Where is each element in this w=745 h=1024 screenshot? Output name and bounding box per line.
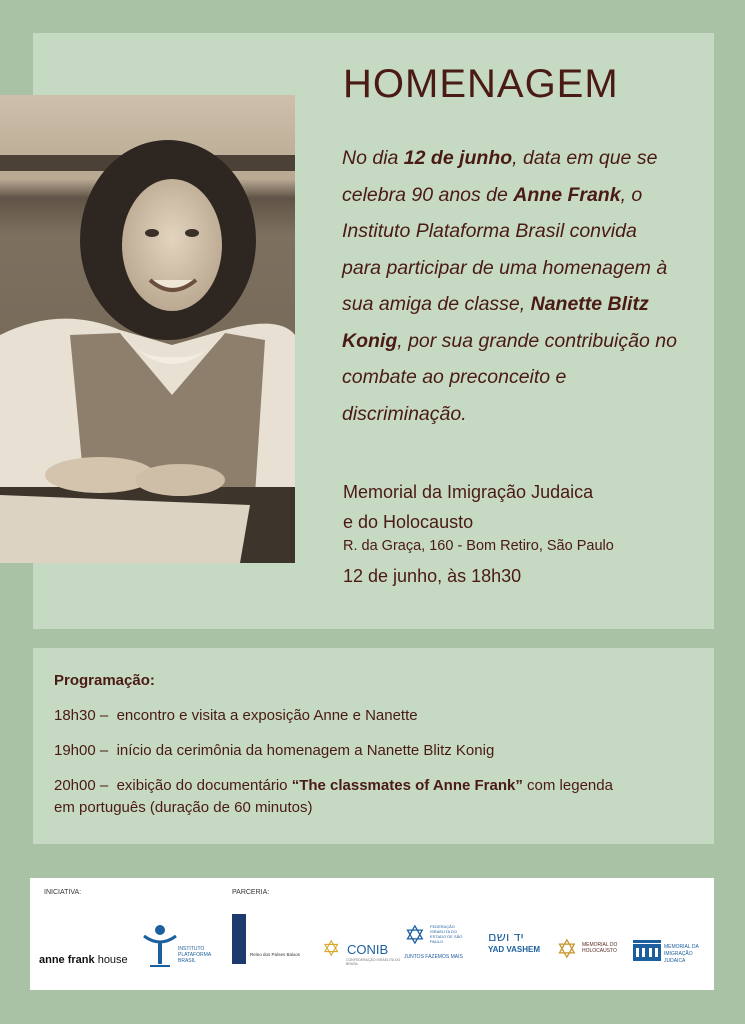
anne-frank-house-logo: anne frank house (39, 954, 128, 966)
star-of-david-icon: ✡ (404, 920, 426, 950)
memorial-imigracao-judaica-logo: MEMORIAL DA IMIGRAÇÃO JUDAICA (632, 938, 662, 967)
crest-icon (232, 914, 246, 964)
program-panel (33, 648, 714, 844)
program-title: Programação: (54, 672, 155, 689)
building-icon (632, 938, 662, 962)
venue-name: Memorial da Imigração Judaica e do Holocausto (343, 482, 594, 532)
yad-vashem-logo: יד ושם YAD VASHEM (488, 930, 541, 954)
highlight-nanette: Nanette Blitz Konig (342, 293, 649, 352)
star-of-david-icon: ✡ (556, 934, 578, 964)
intro-paragraph: No dia 12 de junho, data em que se celebra 90 anos de Anne Frank, o Instituto Plataforma Brasil convida para participar de uma homenagem à sua amiga de classe, Nanette Blitz Konig, por sua grande contribuição no combate ao preconceito e discriminação. (342, 147, 677, 425)
highlight-date: 12 de junho (403, 147, 513, 169)
highlight-anne-frank: Anne Frank (513, 183, 621, 206)
anne-frank-photo (0, 95, 295, 563)
instituto-plataforma-brasil-logo: INSTITUTO PLATAFORMA BRASIL (140, 922, 210, 973)
reino-paises-baixos-logo: Reino dos Países Baixos (232, 914, 246, 964)
star-of-david-icon: ✡ (322, 936, 341, 961)
sponsors-footer (30, 878, 714, 990)
page-title: HOMENAGEM (343, 62, 619, 106)
event-date: 12 de junho, às 18h30 (343, 566, 522, 586)
memorial-holocausto-logo: ✡ MEMORIAL DO HOLOCAUSTO (556, 934, 618, 964)
conib-logo: ✡ CONIB CONFEDERAÇÃO ISRAELITA DO BRASIL (322, 936, 401, 966)
program-item: 20h00 – exibição do documentário “The classmates of Anne Frank” com legenda em português (duração de 60 minutos) (54, 777, 613, 816)
federacao-israelita-logo: ✡ FEDERAÇÃO ISRAELITA DO ESTADO DE SÃO PAULO JUNTOS FAZEMOS MAIS (404, 920, 463, 960)
program-item: 18h30 – encontro e visita a exposição Anne e Nanette (54, 707, 418, 724)
parceria-label: PARCERIA: (232, 889, 270, 896)
program-item: 19h00 – início da cerimônia da homenagem a Nanette Blitz Konig (54, 742, 495, 759)
venue-address: R. da Graça, 160 - Bom Retiro, São Paulo (343, 538, 614, 554)
iniciativa-label: INICIATIVA: (44, 889, 82, 896)
